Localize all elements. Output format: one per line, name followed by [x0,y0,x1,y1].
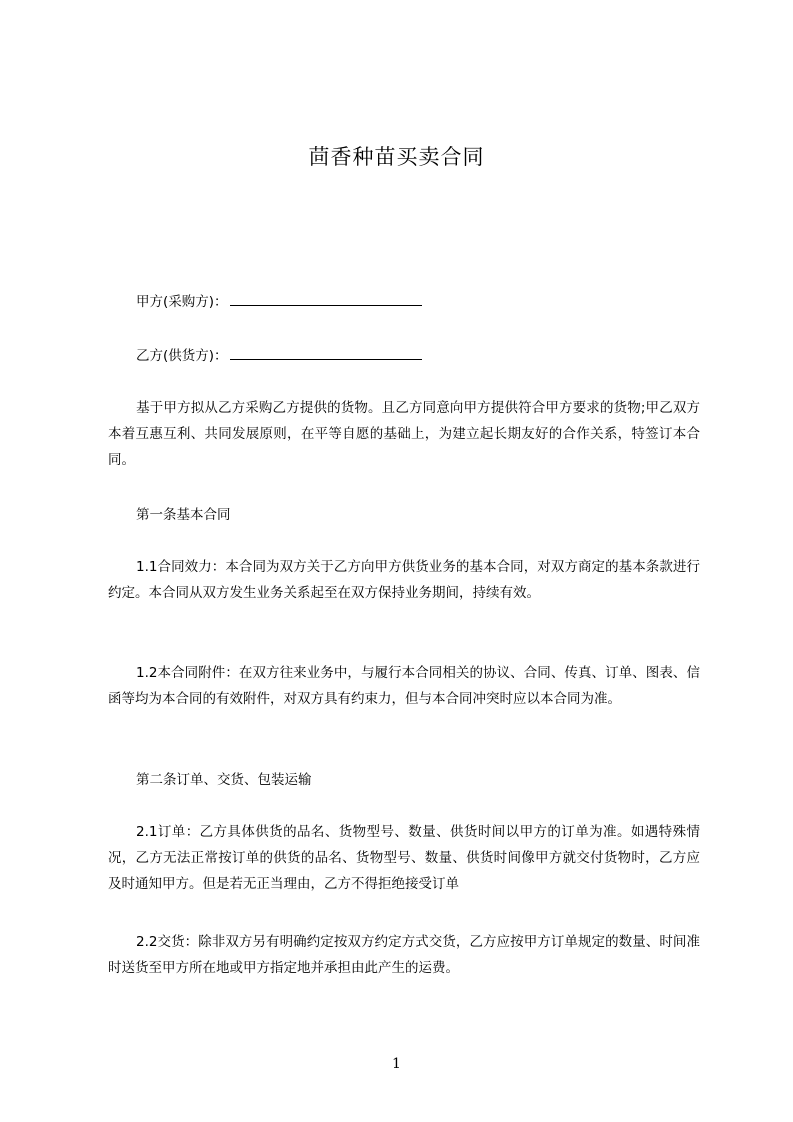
intro-text: 基于甲方拟从乙方采购乙方提供的货物。且乙方同意向甲方提供符合甲方要求的货物;甲乙双方本着互惠互利、共同发展原则，在平等自愿的基础上，为建立起长期友好的合作关系，特签订本合同。 [108,400,700,468]
party-a-field [136,291,422,312]
party-a-label: 甲方(采购方)： [136,294,228,310]
article-1-heading: 第一条基本合同 [136,507,231,523]
clause-1-1-paragraph [108,554,700,606]
page-number: 1 [392,1056,401,1072]
article-2-heading: 第二条订单、交货、包装运输 [136,772,312,788]
party-b-blank-line [230,345,422,360]
clause-2-2-text: 2.2交货：除非双方另有明确约定按双方约定方式交货，乙方应按甲方订单规定的数量、时间准时送货至甲方所在地或甲方指定地并承担由此产生的运费。 [108,934,700,976]
document-title: 茴香种苗买卖合同 [308,145,485,169]
party-b-label: 乙方(供货方)： [136,348,228,364]
intro-paragraph [108,395,700,473]
party-b-field [136,345,422,366]
clause-1-2-text: 1.2本合同附件：在双方往来业务中，与履行本合同相关的协议、合同、传真、订单、图表、信函等均为本合同的有效附件，对双方具有约束力，但与本合同冲突时应以本合同为准。 [108,665,700,707]
party-a-blank-line [230,291,422,306]
clause-1-2-paragraph [108,660,700,712]
clause-2-2-paragraph [108,929,700,981]
clause-2-1-paragraph [108,819,700,897]
clause-2-1-text: 2.1订单：乙方具体供货的品名、货物型号、数量、供货时间以甲方的订单为准。如遇特殊情况，乙方无法正常按订单的供货的品名、货物型号、数量、供货时间像甲方就交付货物时，乙方应及时通知甲方。但是若无正当理由，乙方不得拒绝接受订单 [108,824,700,892]
clause-1-1-text: 1.1合同效力：本合同为双方关于乙方向甲方供货业务的基本合同，对双方商定的基本条款进行约定。本合同从双方发生业务关系起至在双方保持业务期间，持续有效。 [108,559,700,601]
